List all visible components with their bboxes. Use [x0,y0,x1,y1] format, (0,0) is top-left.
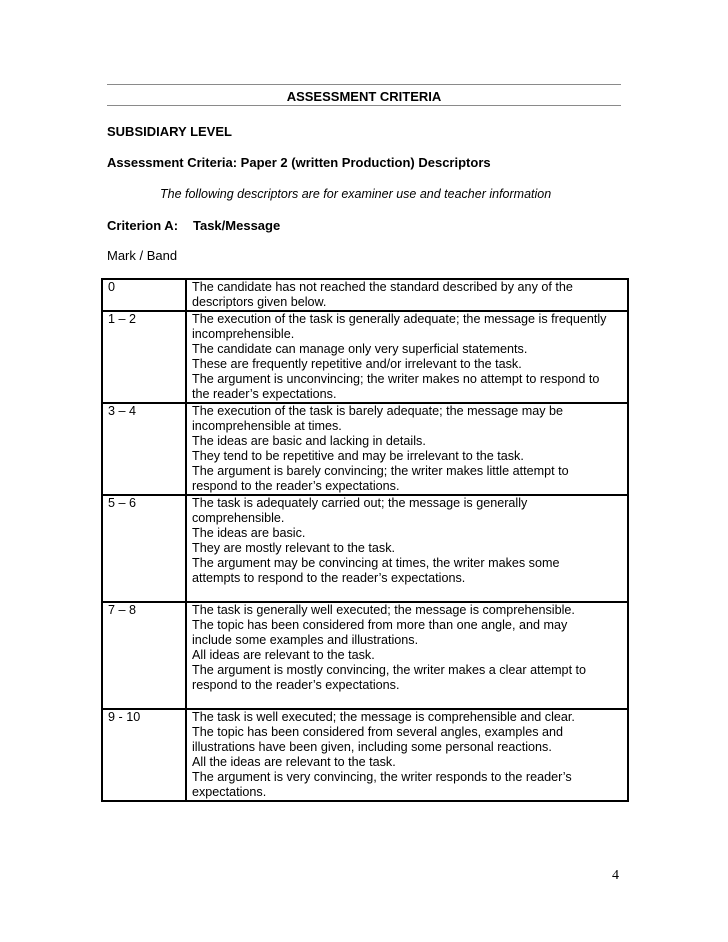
band-cell: 9 - 10 [102,709,186,801]
descriptor-line: The task is well executed; the message is comprehensible and clear. [192,710,575,724]
table-row [102,403,628,495]
descriptor-line: respond to the reader’s expectations. [192,479,400,493]
descriptor-line: The candidate can manage only very superficial statements. [192,342,528,356]
descriptor-line: The topic has been considered from several angles, examples and [192,725,564,739]
descriptor-line: The execution of the task is barely adequate; the message may be [192,404,564,418]
descriptor-line: The ideas are basic. [192,526,306,540]
descriptor-line: respond to the reader’s expectations. [192,678,400,692]
criterion-label: Criterion A: [107,218,179,233]
descriptor-line: The execution of the task is generally adequate; the message is frequently [192,312,607,326]
descriptor-line: attempts to respond to the reader’s expectations. [192,571,466,585]
descriptor-line: incomprehensible. [192,327,295,341]
descriptor-cell [186,495,628,602]
descriptor-line: descriptors given below. [192,295,327,309]
descriptor-line: comprehensible. [192,511,285,525]
descriptor-line: These are frequently repetitive and/or irrelevant to the task. [192,357,522,371]
subtitle: The following descriptors are for examiner use and teacher information [160,187,552,201]
descriptor-line: The task is adequately carried out; the message is generally [192,496,528,510]
descriptor-line: illustrations have been given, including some personal reactions. [192,740,552,754]
criterion-value: Task/Message [193,218,281,233]
descriptor-cell [186,602,628,709]
level-heading: SUBSIDIARY LEVEL [107,124,232,139]
table-row [102,709,628,801]
descriptor-line: include some examples and illustrations. [192,633,419,647]
table-row [102,495,628,602]
descriptor-line: All ideas are relevant to the task. [192,648,375,662]
top-rule [107,84,621,85]
descriptor-line: incomprehensible at times. [192,419,342,433]
title-underline-rule [107,105,621,106]
descriptor-line: The topic has been considered from more than one angle, and may [192,618,568,632]
page-title: ASSESSMENT CRITERIA [286,89,442,104]
descriptor-line: the reader’s expectations. [192,387,337,401]
descriptor-line: The ideas are basic and lacking in details. [192,434,426,448]
band-cell: 0 [102,279,186,311]
descriptor-cell [186,403,628,495]
descriptor-cell [186,311,628,403]
descriptor-line: All the ideas are relevant to the task. [192,755,396,769]
descriptor-line: They are mostly relevant to the task. [192,541,395,555]
descriptor-line: expectations. [192,785,267,799]
table-row [102,279,628,311]
descriptor-line: They tend to be repetitive and may be irrelevant to the task. [192,449,524,463]
descriptor-table [101,278,629,802]
page-number: 4 [612,868,619,883]
descriptor-line: The candidate has not reached the standard described by any of the [192,280,573,294]
mark-band-label: Mark / Band [107,248,178,263]
descriptor-cell [186,279,628,311]
section-heading: Assessment Criteria: Paper 2 (written Production) Descriptors [107,155,491,170]
table-row [102,602,628,709]
table-row [102,311,628,403]
descriptor-line: The argument may be convincing at times, the writer makes some [192,556,560,570]
band-cell: 7 – 8 [102,602,186,709]
descriptor-line: The task is generally well executed; the message is comprehensible. [192,603,575,617]
descriptor-cell [186,709,628,801]
band-cell: 5 – 6 [102,495,186,602]
band-cell: 1 – 2 [102,311,186,403]
descriptor-line: The argument is very convincing, the writer responds to the reader’s [192,770,572,784]
descriptor-line: The argument is barely convincing; the writer makes little attempt to [192,464,569,478]
descriptor-line: The argument is mostly convincing, the writer makes a clear attempt to [192,663,587,677]
band-cell: 3 – 4 [102,403,186,495]
descriptor-line: The argument is unconvincing; the writer makes no attempt to respond to [192,372,600,386]
